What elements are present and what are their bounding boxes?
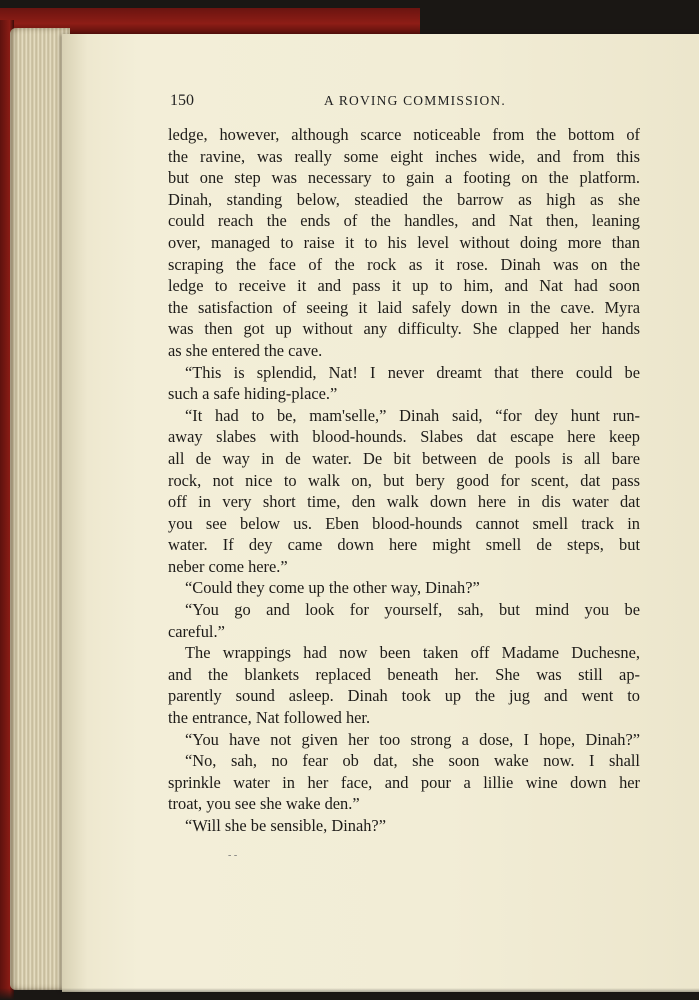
body-text <box>168 124 640 837</box>
stray-ink-mark: - - <box>228 850 238 861</box>
text-line: but one step was necessary to gain a footing on the platform. <box>168 168 640 188</box>
text-line: “You have not given her too strong a dose, I hope, Dinah?” <box>185 729 640 749</box>
text-line: “It had to be, mam'selle,” Dinah said, “for dey hunt run- <box>185 405 640 425</box>
text-line: the entrance, Nat followed her. <box>168 708 371 728</box>
text-line: ledge to receive it and pass it up to him, and Nat had soon <box>168 276 640 296</box>
text-line: troat, you see she wake den.” <box>168 794 360 814</box>
running-head: A ROVING COMMISSION. <box>324 93 506 108</box>
text-line: “Could they come up the other way, Dinah?” <box>185 578 480 598</box>
text-line: could reach the ends of the handles, and Nat then, leaning <box>168 211 640 231</box>
text-line: all de way in de water. De bit between de pools is all bare <box>168 448 640 468</box>
bottom-shadow <box>0 988 699 1000</box>
text-line: was then got up without any difficulty. She clapped her hands <box>168 319 640 339</box>
text-line: sprinkle water in her face, and pour a lillie wine down her <box>168 772 640 792</box>
text-line: “This is splendid, Nat! I never dreamt that there could be <box>185 362 640 382</box>
text-line: off in very short time, den walk down here in dis water dat <box>168 492 640 512</box>
page-number: 150 <box>170 92 194 109</box>
text-line: scraping the face of the rock as it rose. Dinah was on the <box>168 254 640 274</box>
text-line: careful.” <box>168 621 225 641</box>
text-line: as she entered the cave. <box>168 340 323 360</box>
text-line: the satisfaction of seeing it laid safely down in the cave. Myra <box>168 297 640 317</box>
text-line: away slabes with blood-hounds. Slabes dat escape here keep <box>168 427 640 447</box>
text-line: the ravine, was really some eight inches wide, and from this <box>168 146 640 166</box>
text-line: “No, sah, no fear ob dat, she soon wake now. I shall <box>185 751 640 771</box>
text-line: The wrappings had now been taken off Madame Duchesne, <box>185 643 640 663</box>
text-line: you see below us. Eben blood-hounds cannot smell track in <box>168 513 640 533</box>
text-line: Dinah, standing below, steadied the barrow as high as she <box>168 189 640 209</box>
text-line: rock, not nice to walk on, but bery good for scent, dat pass <box>168 470 640 490</box>
page-header <box>168 92 642 114</box>
text-line: “Will she be sensible, Dinah?” <box>185 816 386 835</box>
text-line: water. If dey came down here might smell de steps, but <box>168 535 640 555</box>
text-line: over, managed to raise it to his level without doing more than <box>168 232 640 252</box>
page-edges <box>10 28 70 990</box>
text-line: and the blankets replaced beneath her. She was still ap- <box>168 664 640 684</box>
text-line: such a safe hiding-place.” <box>168 384 338 404</box>
text-line: ledge, however, although scarce noticeable from the bottom of <box>168 125 640 144</box>
text-line: neber come here.” <box>168 556 288 576</box>
text-line: parently sound asleep. Dinah took up the jug and went to <box>168 686 640 706</box>
text-line: “You go and look for yourself, sah, but mind you be <box>185 600 640 620</box>
